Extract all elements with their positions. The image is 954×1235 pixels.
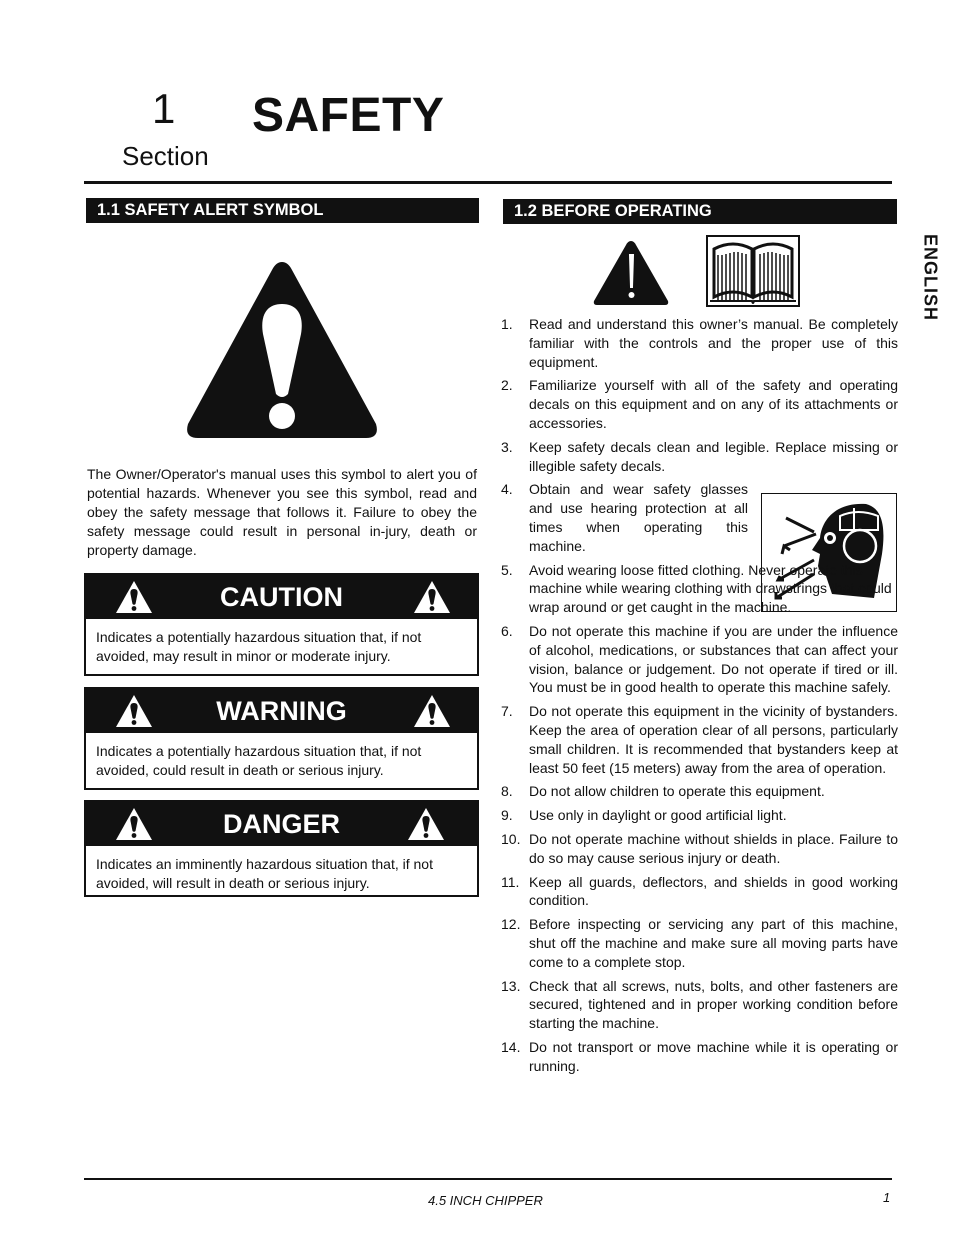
page-number: 1 [883,1190,891,1205]
alert-triangle-icon [412,579,452,615]
warning-bar [86,689,477,733]
list-item: 4. Obtain and wear safety glasses and use hearing protection at all times when operating this machine. [501,481,748,554]
list-item: 8. Do not allow children to operate this equipment. [501,783,825,800]
warning-word: WARNING [216,696,347,726]
danger-bar [86,802,477,846]
list-item: 11. Keep all guards, deflectors, and shields in good working condition. [501,873,898,909]
open-book-icon [706,235,800,307]
list-item: 9. Use only in daylight or good artificial light. [501,807,787,824]
list-item: 14. Do not transport or move machine while it is operating or running. [501,1038,898,1074]
section-heading-before-operating: 1.2 BEFORE OPERATING [503,199,897,224]
list-item: 13. Check that all screws, nuts, bolts, and other fasteners are secured, tightened and in proper working condition before starting the machine. [501,977,898,1032]
footer-title: 4.5 INCH CHIPPER [428,1193,543,1208]
danger-signal-box [84,800,479,897]
list-item: 10. Do not operate machine without shields in place. Failure to do so may cause serious injury or death. [501,830,898,866]
section-number: 1 [152,85,176,132]
section-word: Section [122,141,209,171]
safety-alert-triangle-icon [592,239,670,307]
alert-triangle-icon [412,693,452,729]
warning-signal-box [84,687,479,790]
list-item: 7. Do not operate this equipment in the vicinity of bystanders. Keep the area of operation clear of all persons, particularly small children. It is recommended that bystanders keep at least 50 feet (15 meters) away from the area of operation. [501,703,898,776]
list-item: 3. Keep safety decals clean and legible. Replace missing or illegible safety decals. [501,438,898,474]
list-item: 5. Avoid wearing loose fitted clothing. Never operate this machine while wearing clothing with drawstrings that could wrap around or get caught in the machine. [501,561,892,616]
language-side-tab [913,226,943,336]
list-item: 6. Do not operate this machine if you are under the influence of alcohol, medications, or substances that can affect your vision, balance or judgement. Do not operate if tired or ill. You must be in good health to operate this machine safely. [501,622,898,696]
alert-triangle-icon [406,806,446,842]
page-title: SAFETY [252,89,445,142]
list-item: 12. Before inspecting or servicing any part of this machine, shut off the machine and make sure all moving parts have come to a complete stop. [501,916,898,970]
section-heading-safety-alert-symbol: 1.1 SAFETY ALERT SYMBOL [86,198,479,223]
danger-text: Indicates an imminently hazardous situation that, if not avoided, will result in death or serious injury. [96,856,433,891]
caution-bar [86,575,477,619]
list-item: 2. Familiarize yourself with all of the safety and operating decals on this equipment and on any of its attachments or accessories. [501,377,898,431]
caution-signal-box [84,573,479,676]
header-rule [84,181,892,184]
before-operating-list [501,315,898,1080]
caution-text: Indicates a potentially hazardous situation that, if not avoided, may result in minor or moderate injury. [96,629,422,664]
danger-word: DANGER [222,809,340,839]
safety-alert-triangle-icon [184,256,380,442]
list-item: 1. Read and understand this owner’s manual. Be completely familiar with the controls and the proper use of this equipment. [501,316,898,370]
footer-rule [84,1178,892,1180]
warning-text: Indicates a potentially hazardous situation that, if not avoided, could result in death or serious injury. [96,743,422,778]
caution-word: CAUTION [220,582,343,612]
language-label: ENGLISH [920,233,941,321]
alert-symbol-intro: The Owner/Operator's manual uses this symbol to alert you of potential hazards. Whenever you see this symbol, read and obey the safety message that follows it. Failure to obey the safety message could result in personal in-jury, death or property damage. [87,466,477,558]
